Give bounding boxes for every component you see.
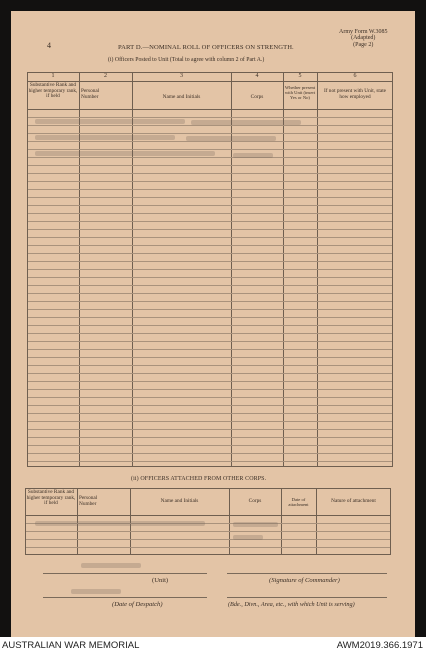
t2-header-name: Name and Initials	[160, 498, 199, 504]
form-code	[339, 29, 388, 48]
form-code-line3: (Page 2)	[353, 41, 374, 48]
faint-handwriting	[35, 151, 215, 156]
t2-header-rank: Substantive Rank and higher temporary rank, if held	[26, 489, 76, 507]
header-personal-number: Personal Number	[81, 88, 100, 100]
t2-header-personal-number: Personal Number	[79, 495, 98, 507]
form-subtitle: (i) Officers Posted to Unit (Total to agree with column 2 of Part A.)	[108, 57, 265, 63]
faint-handwriting	[81, 563, 141, 568]
header-present: Whether present with Unit (insert Yes or No)	[284, 85, 316, 100]
form-title: PART D.—NOMINAL ROLL OF OFFICERS ON STRENGTH.	[118, 44, 294, 51]
header-name: Name and Initials	[162, 94, 201, 100]
header-rank: Substantive Rank and higher temporary rank, if held	[28, 82, 78, 100]
col-num-6: 6	[353, 73, 357, 79]
despatch-line	[43, 597, 207, 598]
table2-title: (ii) OFFICERS ATTACHED FROM OTHER CORPS.	[131, 476, 267, 482]
caption-bar	[0, 637, 426, 653]
t2-header-corps: Corps	[248, 498, 262, 504]
signature-label: (Signature of Commander)	[269, 577, 340, 584]
faint-handwriting	[35, 521, 205, 526]
despatch-label: (Date of Despatch)	[112, 601, 163, 608]
location-label: (Bde., Divn., Area, etc., with which Unit is serving)	[228, 601, 355, 608]
location-line	[227, 597, 387, 598]
table1-ruled-rows	[28, 110, 392, 466]
signature-line	[227, 573, 387, 574]
faint-handwriting	[233, 522, 278, 527]
faint-handwriting	[35, 135, 175, 140]
unit-label: (Unit)	[152, 577, 169, 584]
t2-header-nature: Nature of attachment	[331, 498, 376, 504]
header-corps: Corps	[250, 94, 264, 100]
caption-accession-number: AWM2019.366.1971	[336, 640, 423, 651]
col-num-5: 5	[298, 73, 302, 79]
col-num-3: 3	[180, 73, 183, 79]
col-num-4: 4	[255, 73, 259, 79]
page-number: 4	[47, 41, 51, 50]
form-page	[11, 11, 415, 637]
caption-institution: AUSTRALIAN WAR MEMORIAL	[2, 640, 140, 651]
t2-header-date: Date of attachment	[288, 497, 309, 507]
form-code-line2: (Adapted)	[351, 35, 376, 42]
faint-handwriting	[233, 153, 273, 158]
faint-handwriting	[233, 535, 263, 540]
col-num-2: 2	[104, 73, 107, 79]
faint-handwriting	[186, 136, 276, 141]
unit-line	[43, 573, 207, 574]
col-num-1: 1	[51, 73, 55, 79]
header-employed: If not present with Unit, state how employed	[323, 88, 387, 100]
faint-handwriting	[191, 120, 301, 125]
form-code-line1: Army Form W.3085	[339, 29, 388, 35]
faint-handwriting	[71, 589, 121, 594]
faint-handwriting	[35, 119, 185, 124]
